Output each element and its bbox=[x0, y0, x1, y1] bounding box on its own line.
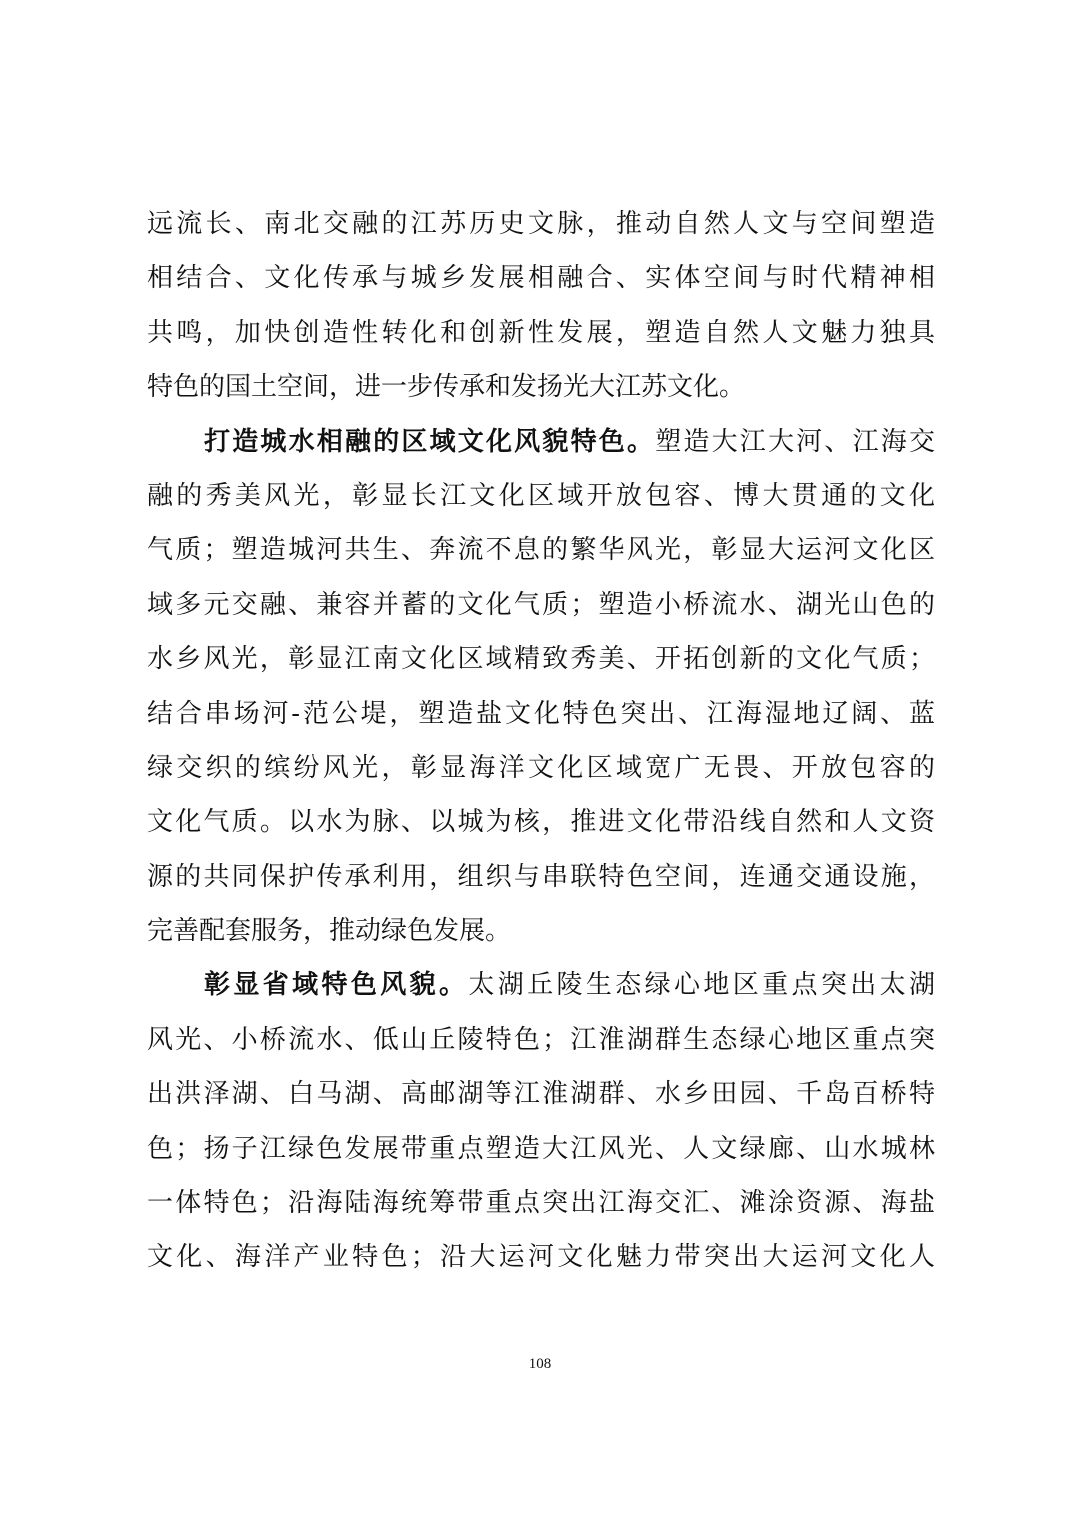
paragraph-heading: 彰显省域特色风貌。 bbox=[204, 970, 469, 1001]
text-line: 融的秀美风光，彰显长江文化区域开放包容、博大贯通的文化 bbox=[147, 480, 935, 511]
document-body bbox=[147, 197, 935, 1285]
text-line bbox=[147, 415, 935, 469]
page-number: 108 bbox=[528, 1356, 552, 1372]
text-line: 风光、小桥流水、低山丘陵特色；江淮湖群生态绿心地区重点突 bbox=[147, 1024, 935, 1055]
text-line: 文化、海洋产业特色；沿大运河文化魅力带突出大运河文化人 bbox=[147, 1242, 935, 1273]
text-line bbox=[147, 958, 935, 1012]
text-line: 文化气质。以水为脉、以城为核，推进文化带沿线自然和人文资 bbox=[147, 807, 935, 838]
text-line: 结合串场河-范公堤，塑造盐文化特色突出、江海湿地辽阔、蓝 bbox=[147, 698, 935, 729]
text-line: 出洪泽湖、白马湖、高邮湖等江淮湖群、水乡田园、千岛百桥特 bbox=[147, 1079, 935, 1110]
text-line: 共鸣，加快创造性转化和创新性发展，塑造自然人文魅力独具 bbox=[147, 317, 935, 348]
text-line: 气质；塑造城河共生、奔流不息的繁华风光，彰显大运河文化区 bbox=[147, 535, 935, 566]
text-line: 色；扬子江绿色发展带重点塑造大江风光、人文绿廊、山水城林 bbox=[147, 1133, 935, 1164]
paragraph bbox=[147, 197, 935, 415]
text-line: 源的共同保护传承利用，组织与串联特色空间，连通交通设施， bbox=[147, 861, 935, 892]
text-line: 远流长、南北交融的江苏历史文脉，推动自然人文与空间塑造 bbox=[147, 209, 935, 239]
text-line: 相结合、文化传承与城乡发展相融合、实体空间与时代精神相 bbox=[147, 263, 935, 294]
paragraph bbox=[147, 415, 935, 959]
text-span: 太湖丘陵生态绿心地区重点突出太湖 bbox=[468, 970, 935, 1001]
text-line: 域多元交融、兼容并蓄的文化气质；塑造小桥流水、湖光山色的 bbox=[147, 589, 935, 620]
text-line: 水乡风光，彰显江南文化区域精致秀美、开拓创新的文化气质； bbox=[147, 644, 935, 675]
text-span: 塑造大江大河、江海交 bbox=[655, 426, 935, 457]
text-line: 绿交织的缤纷风光，彰显海洋文化区域宽广无畏、开放包容的 bbox=[147, 752, 935, 783]
paragraph bbox=[147, 958, 935, 1284]
text-line: 一体特色；沿海陆海统筹带重点突出江海交汇、滩涂资源、海盐 bbox=[147, 1188, 935, 1219]
text-line: 完善配套服务，推动绿色发展。 bbox=[147, 916, 512, 947]
paragraph-heading: 打造城水相融的区域文化风貌特色。 bbox=[204, 426, 656, 457]
text-line: 特色的国土空间，进一步传承和发扬光大江苏文化。 bbox=[147, 372, 746, 403]
